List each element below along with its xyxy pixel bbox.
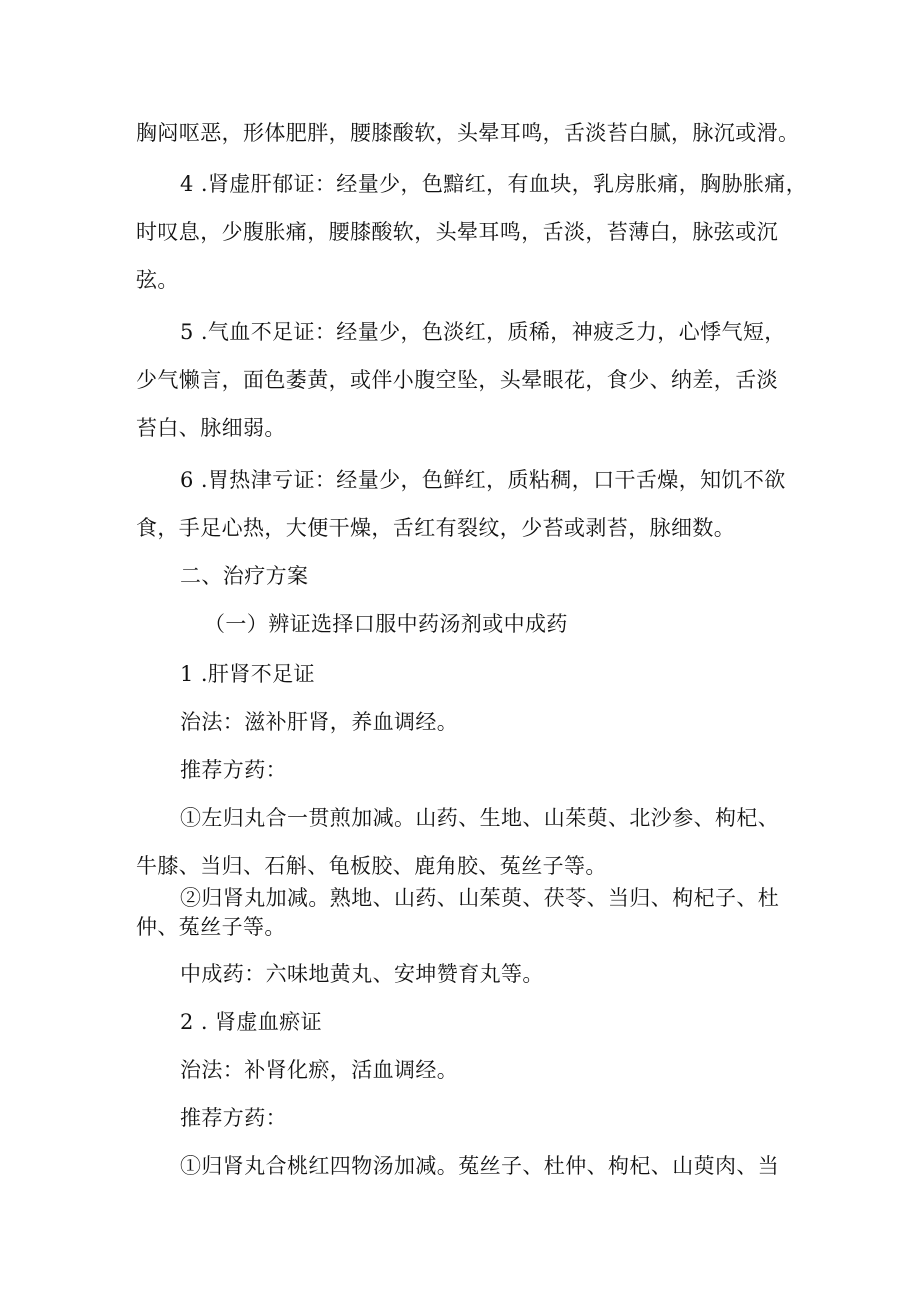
text-line: ①归肾丸合桃红四物汤加减。菟丝子、杜仲、枸杞、山萸肉、当 <box>180 1154 780 1178</box>
text-line: 4 .肾虚肝郁证：经量少，色黯红，有血块，乳房胀痛，胸胁胀痛， <box>180 172 808 196</box>
text-line: 5 .气血不足证：经量少，色淡红，质稀，神疲乏力，心悸气短， <box>180 320 786 344</box>
text-line: 牛膝、当归、石斛、龟板胶、鹿角胶、菟丝子等。 <box>136 854 607 878</box>
text-line: 推荐方药： <box>180 1106 287 1130</box>
text-line: 仲、菟丝子等。 <box>136 915 286 939</box>
text-line: ②归肾丸加减。熟地、山药、山茱萸、茯苓、当归、枸杞子、杜 <box>180 886 780 910</box>
text-line: ①左归丸合一贯煎加减。山药、生地、山茱萸、北沙参、枸杞、 <box>180 806 780 830</box>
text-line: 中成药：六味地黄丸、安坤赞育丸等。 <box>180 962 544 986</box>
item-heading: 2 . 肾虚血瘀证 <box>180 1010 322 1034</box>
text-line: 治法：补肾化瘀，活血调经。 <box>180 1058 459 1082</box>
subsection-heading: （一）辨证选择口服中药汤剂或中成药 <box>204 612 568 636</box>
item-heading: 1 .肝肾不足证 <box>180 662 315 686</box>
text-line: 胸闷呕恶，形体肥胖，腰膝酸软，头晕耳鸣，舌淡苔白腻，脉沉或滑。 <box>136 121 800 145</box>
text-line: 少气懒言，面色萎黄，或伴小腹空坠，头晕眼花，食少、纳差，舌淡 <box>136 368 778 392</box>
text-line: 推荐方药： <box>180 758 287 782</box>
text-line: 食，手足心热，大便干燥，舌红有裂纹，少苔或剥苔，脉细数。 <box>136 516 736 540</box>
text-line: 6 .胃热津亏证：经量少，色鲜红，质粘稠，口干舌燥，知饥不欲 <box>180 468 786 492</box>
text-line: 弦。 <box>136 268 179 292</box>
section-heading: 二、治疗方案 <box>180 564 309 588</box>
text-line: 治法：滋补肝肾，养血调经。 <box>180 710 459 734</box>
text-line: 苔白、脉细弱。 <box>136 416 286 440</box>
text-line: 时叹息，少腹胀痛，腰膝酸软，头晕耳鸣，舌淡，苔薄白，脉弦或沉 <box>136 220 778 244</box>
